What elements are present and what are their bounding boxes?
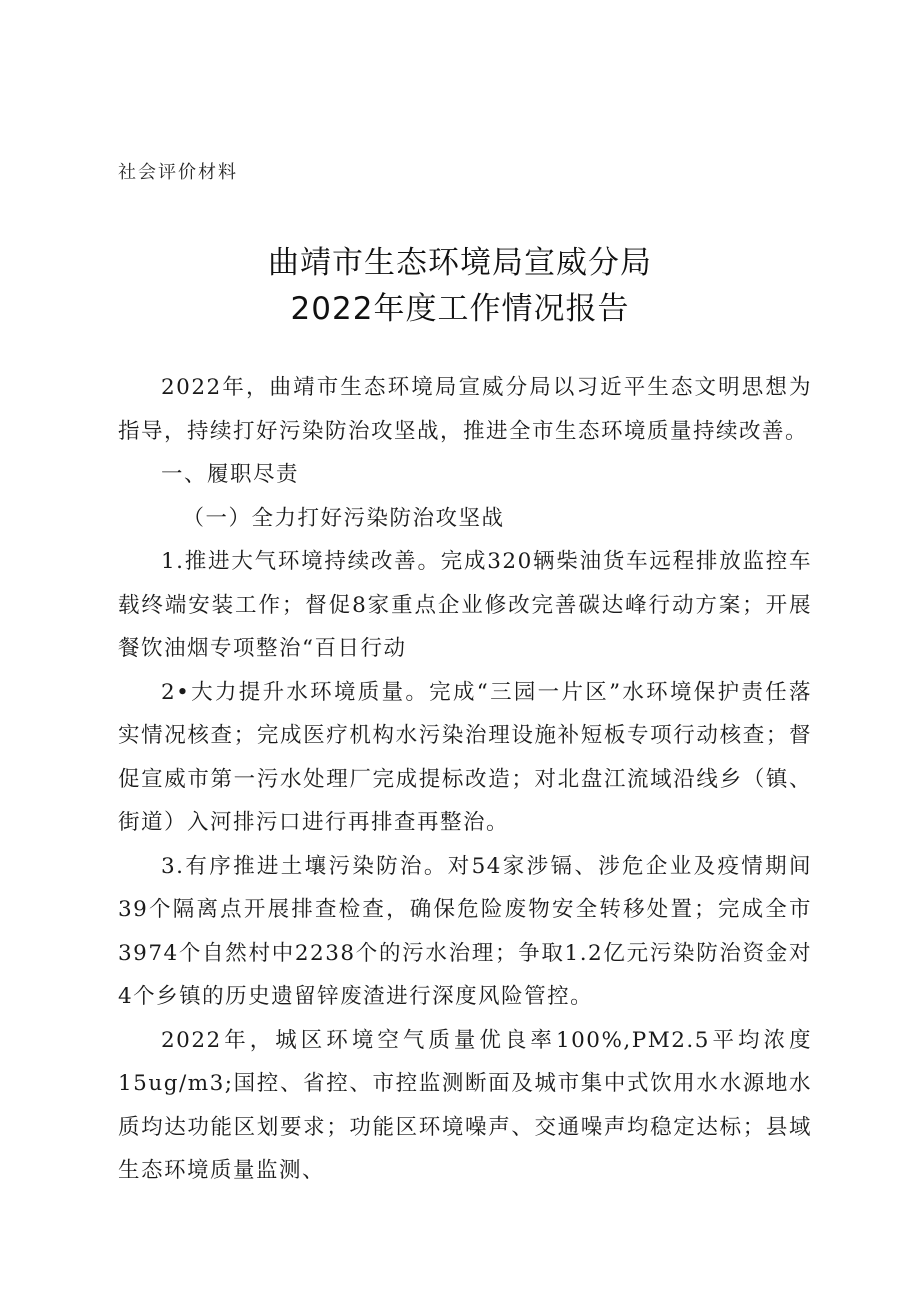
title-line-1: 曲靖市生态环境局宣威分局 bbox=[268, 245, 652, 281]
document-category-label: 社会评价材料 bbox=[118, 162, 238, 183]
title-line-2: 2022年度工作情况报告 bbox=[290, 291, 630, 327]
document-body bbox=[118, 366, 812, 1193]
paragraph-item-2: 2•大力提升水环境质量。完成“三园一片区”水环境保护责任落实情况核查；完成医疗机构水污染治理设施补短板专项行动核查；督促宣威市第一污水处理厂完成提标改造；对北盘江流域沿线乡（镇、街道）入河排污口进行再排查再整治。 bbox=[118, 679, 812, 835]
paragraph-item-1: 1.推进大气环境持续改善。完成320辆柴油货车远程排放监控车载终端安装工作；督促8家重点企业修改完善碳达峰行动方案；开展餐饮油烟专项整治“百日行动 bbox=[118, 549, 812, 661]
document-title bbox=[0, 240, 920, 332]
section-heading: 一、履职尽责 bbox=[161, 462, 300, 487]
subsection-heading: （一）全力打好污染防治攻坚战 bbox=[182, 505, 505, 531]
intro-paragraph: 2022年，曲靖市生态环境局宣威分局以习近平生态文明思想为指导，持续打好污染防治攻坚战，推进全市生态环境质量持续改善。 bbox=[118, 375, 812, 444]
summary-paragraph: 2022年，城区环境空气质量优良率100%,PM2.5平均浓度15ug/m3;国控、省控、市控监测断面及城市集中式饮用水水源地水质均达功能区划要求；功能区环境噪声、交通噪声均稳定达标；县域生态环境质量监测、 bbox=[118, 1027, 812, 1183]
paragraph-item-3: 3.有序推进土壤污染防治。对54家涉镉、涉危企业及疫情期间39个隔离点开展排查检查，确保危险废物安全转移处置；完成全市3974个自然村中2238个的污水治理；争取1.2亿元污染防治资金对4个乡镇的历史遗留锌废渣进行深度风险管控。 bbox=[118, 853, 812, 1009]
